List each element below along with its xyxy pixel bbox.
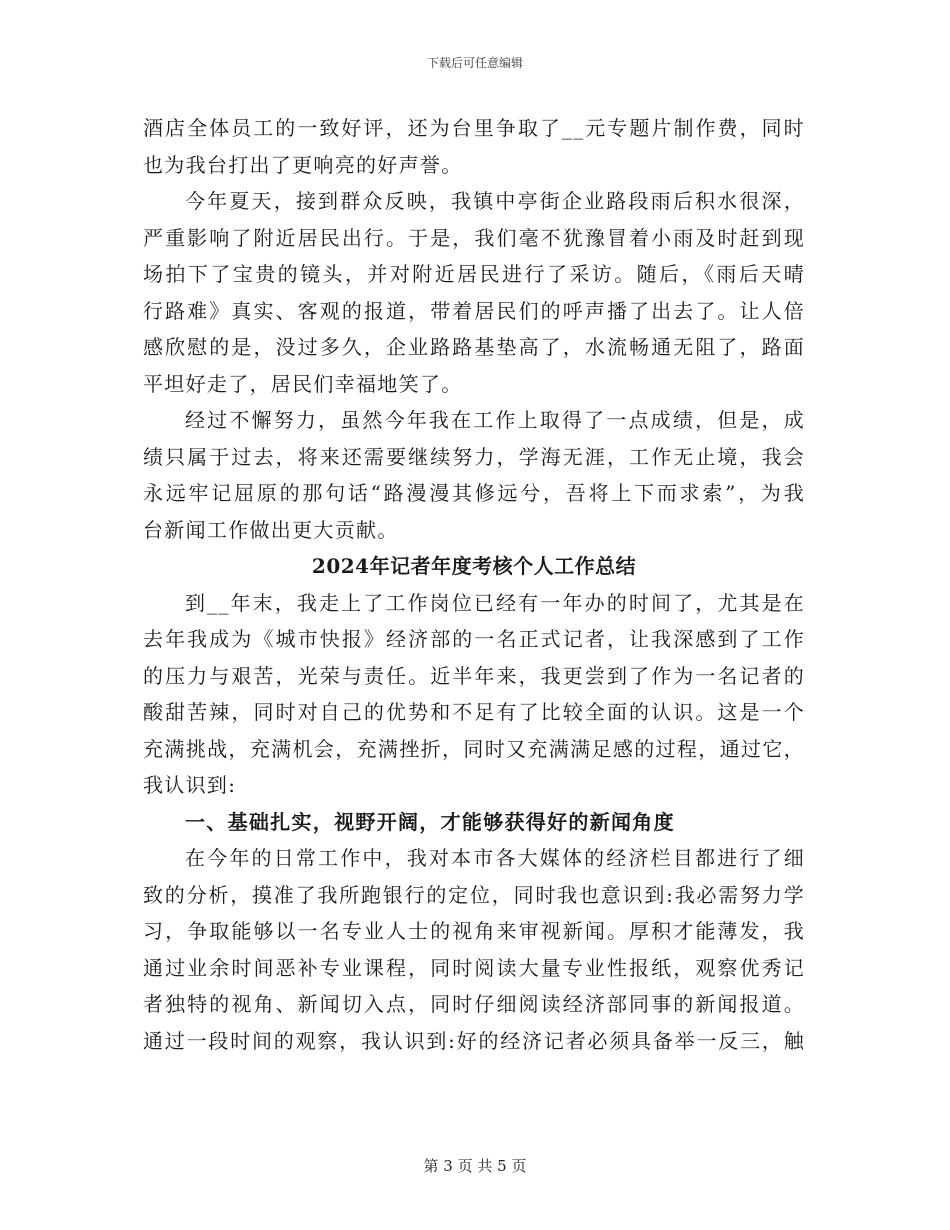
body-line: 致的分析，摸准了我所跑银行的定位，同时我也意识到:我必需努力学 xyxy=(143,882,805,907)
subsection-heading: 一、基础扎实，视野开阔，才能够获得好的新闻角度 xyxy=(185,809,675,834)
body-line: 者独特的视角、新闻切入点，同时仔细阅读经济部同事的新闻报道。 xyxy=(143,992,805,1016)
body-line: 行路难》真实、客观的报道，带着居民们的呼声播了出去了。让人倍 xyxy=(143,298,805,323)
body-line: 感欣慰的是，没过多久，企业路路基垫高了，水流畅通无阻了，路面 xyxy=(143,335,805,359)
page-footer: 第 3 页 共 5 页 xyxy=(423,1157,527,1175)
section-title: 2024年记者年度考核个人工作总结 xyxy=(311,554,637,578)
body-line: 场拍下了宝贵的镜头，并对附近居民进行了采访。随后，《雨后天晴 xyxy=(143,262,805,286)
body-line: 的压力与艰苦，光荣与责任。近半年来，我更尝到了作为一名记者的 xyxy=(143,663,805,688)
body-line: 也为我台打出了更响亮的好声誉。 xyxy=(143,152,463,177)
body-line: 去年我成为《城市快报》经济部的一名正式记者，让我深感到了工作 xyxy=(143,627,805,651)
body-line: 通过一段时间的观察，我认识到:好的经济记者必须具备举一反三，触 xyxy=(143,1028,805,1053)
paragraph-start-line: 经过不懈努力，虽然今年我在工作上取得了一点成绩，但是，成 xyxy=(185,408,805,432)
paragraph-start-line: 在今年的日常工作中，我对本市各大媒体的经济栏目都进行了细 xyxy=(185,846,805,870)
body-line: 充满挑战，充满机会，充满挫折，同时又充满满足感的过程，通过它， xyxy=(143,736,805,761)
body-line: 酒店全体员工的一致好评，还为台里争取了__元专题片制作费，同时 xyxy=(143,116,805,140)
body-line: 绩只属于过去，将来还需要继续努力，学海无涯，工作无止境，我会 xyxy=(143,444,805,469)
body-line: 习，争取能够以一名专业人士的视角来审视新闻。厚积才能薄发，我 xyxy=(143,919,805,943)
body-line: 酸甜苦辣，同时对自己的优势和不足有了比较全面的认识。这是一个 xyxy=(143,700,805,724)
paragraph-start-line: 到__年末，我走上了工作岗位已经有一年办的时间了，尤其是在 xyxy=(185,590,805,615)
document-body xyxy=(143,110,805,1059)
body-line: 严重影响了附近居民出行。于是，我们毫不犹豫冒着小雨及时赶到现 xyxy=(143,225,805,250)
page-header: 下载后可任意编辑 xyxy=(426,56,523,70)
body-line: 我认识到: xyxy=(143,773,237,797)
paragraph-start-line: 今年夏天，接到群众反映，我镇中亭街企业路段雨后积水很深， xyxy=(185,189,805,213)
body-line: 平坦好走了，居民们幸福地笑了。 xyxy=(143,371,463,396)
body-line: 通过业余时间恶补专业课程，同时阅读大量专业性报纸，观察优秀记 xyxy=(143,955,805,980)
body-line: 永远牢记屈原的那句话“路漫漫其修远兮，吾将上下而求索”，为我 xyxy=(143,481,805,505)
body-line: 台新闻工作做出更大贡献。 xyxy=(143,517,399,542)
